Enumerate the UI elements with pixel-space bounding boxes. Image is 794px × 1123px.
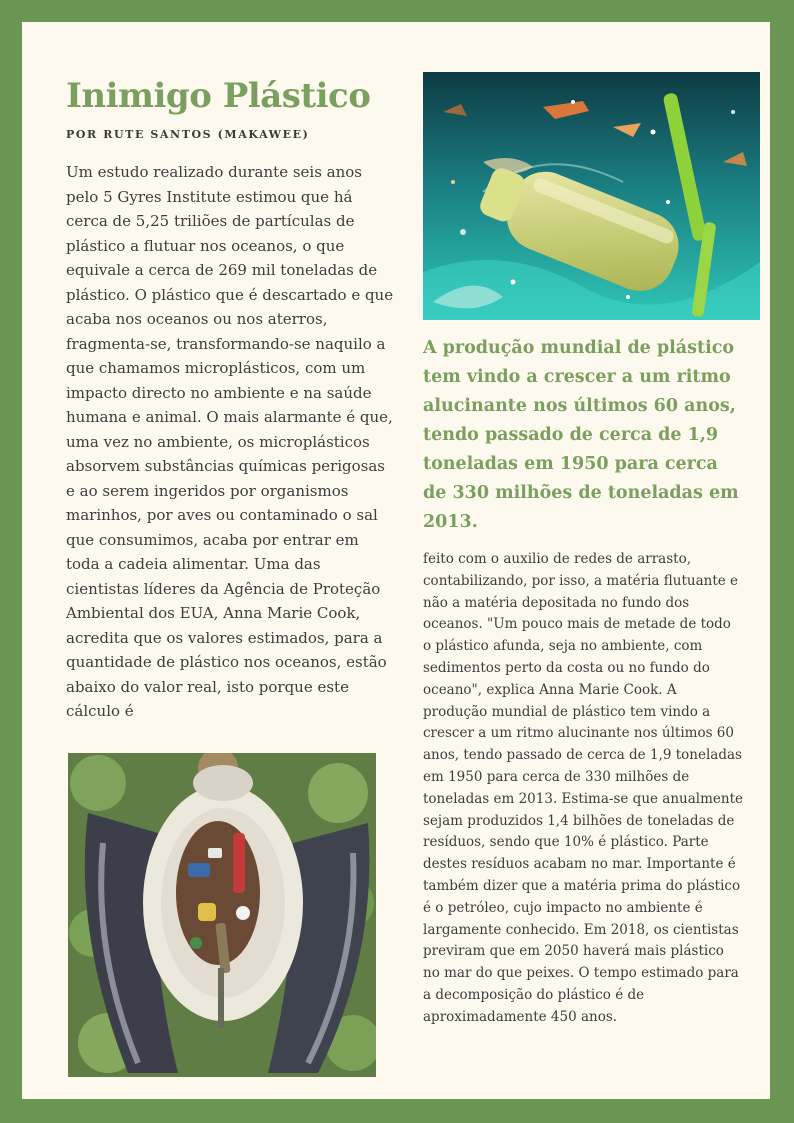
- dead-albatross-with-plastic-image: [68, 753, 376, 1077]
- body-text-left: Um estudo realizado durante seis anos pelo 5 Gyres Institute estimou que há cerca de 5,25 triliões de partículas de plástico a flutuar nos oceanos, o que equivale a cerca de 269 mil toneladas de plástico. O plástico que é descartado e que acaba nos oceanos ou nos aterros, fragmenta-se, transformando-se naquilo a que chamamos microplásticos, com um impacto directo no ambiente e na saúde humana e animal. O mais alarmante é que, uma vez no ambiente, os microplásticos absorvem substâncias químicas perigosas e ao serem ingeridos por organismos marinhos, por aves ou contaminado o sal que consumimos, acaba por entrar em toda a cadeia alimentar. Uma das cientistas líderes da Agência de Proteção Ambiental dos EUA, Anna Marie Cook, acredita que os valores estimados, para a quantidade de plástico nos oceanos, estão abaixo do valor real, isto porque este cálculo é: [66, 163, 394, 720]
- albatross-photo: [68, 753, 376, 1077]
- ocean-plastic-photo: [423, 72, 760, 320]
- body-text-right: feito com o auxilio de redes de arrasto, contabilizando, por isso, a matéria flutuante e não a matéria depositada no fundo dos oceanos. "Um pouco mais de metade de todo o plástico afunda, seja no ambiente, com sedimentos perto da costa ou no fundo do oceano", explica Anna Marie Cook. A produção mundial de plástico tem vindo a crescer a um ritmo alucinante nos últimos 60 anos, tendo passado de cerca de 1,9 toneladas em 1950 para cerca de 330 milhões de toneladas em 2013. Estima-se que anualmente sejam produzidos 1,4 bilhões de toneladas de resíduos, sendo que 10% é plástico. Parte destes resíduos acabam no mar. Importante é também dizer que a matéria prima do plástico é o petróleo, cujo impacto no ambiente é largamente conhecido. Em 2018, os cientistas previram que em 2050 haverá mais plástico no mar do que peixes. O tempo estimado para a decomposição do plástico é de aproximadamente 450 anos.: [423, 551, 743, 1025]
- article-page: [22, 22, 770, 1099]
- pull-quote: A produção mundial de plástico tem vindo a crescer a um ritmo alucinante nos últimos 60 anos, tendo passado de cerca de 1,9 toneladas em 1950 para cerca de 330 milhões de toneladas em 2013.: [423, 338, 739, 532]
- plastic-bottle-underwater-image: [423, 72, 760, 320]
- article-title: Inimigo Plástico: [66, 76, 371, 116]
- article-byline: POR RUTE SANTOS (MAKAWEE): [66, 128, 310, 141]
